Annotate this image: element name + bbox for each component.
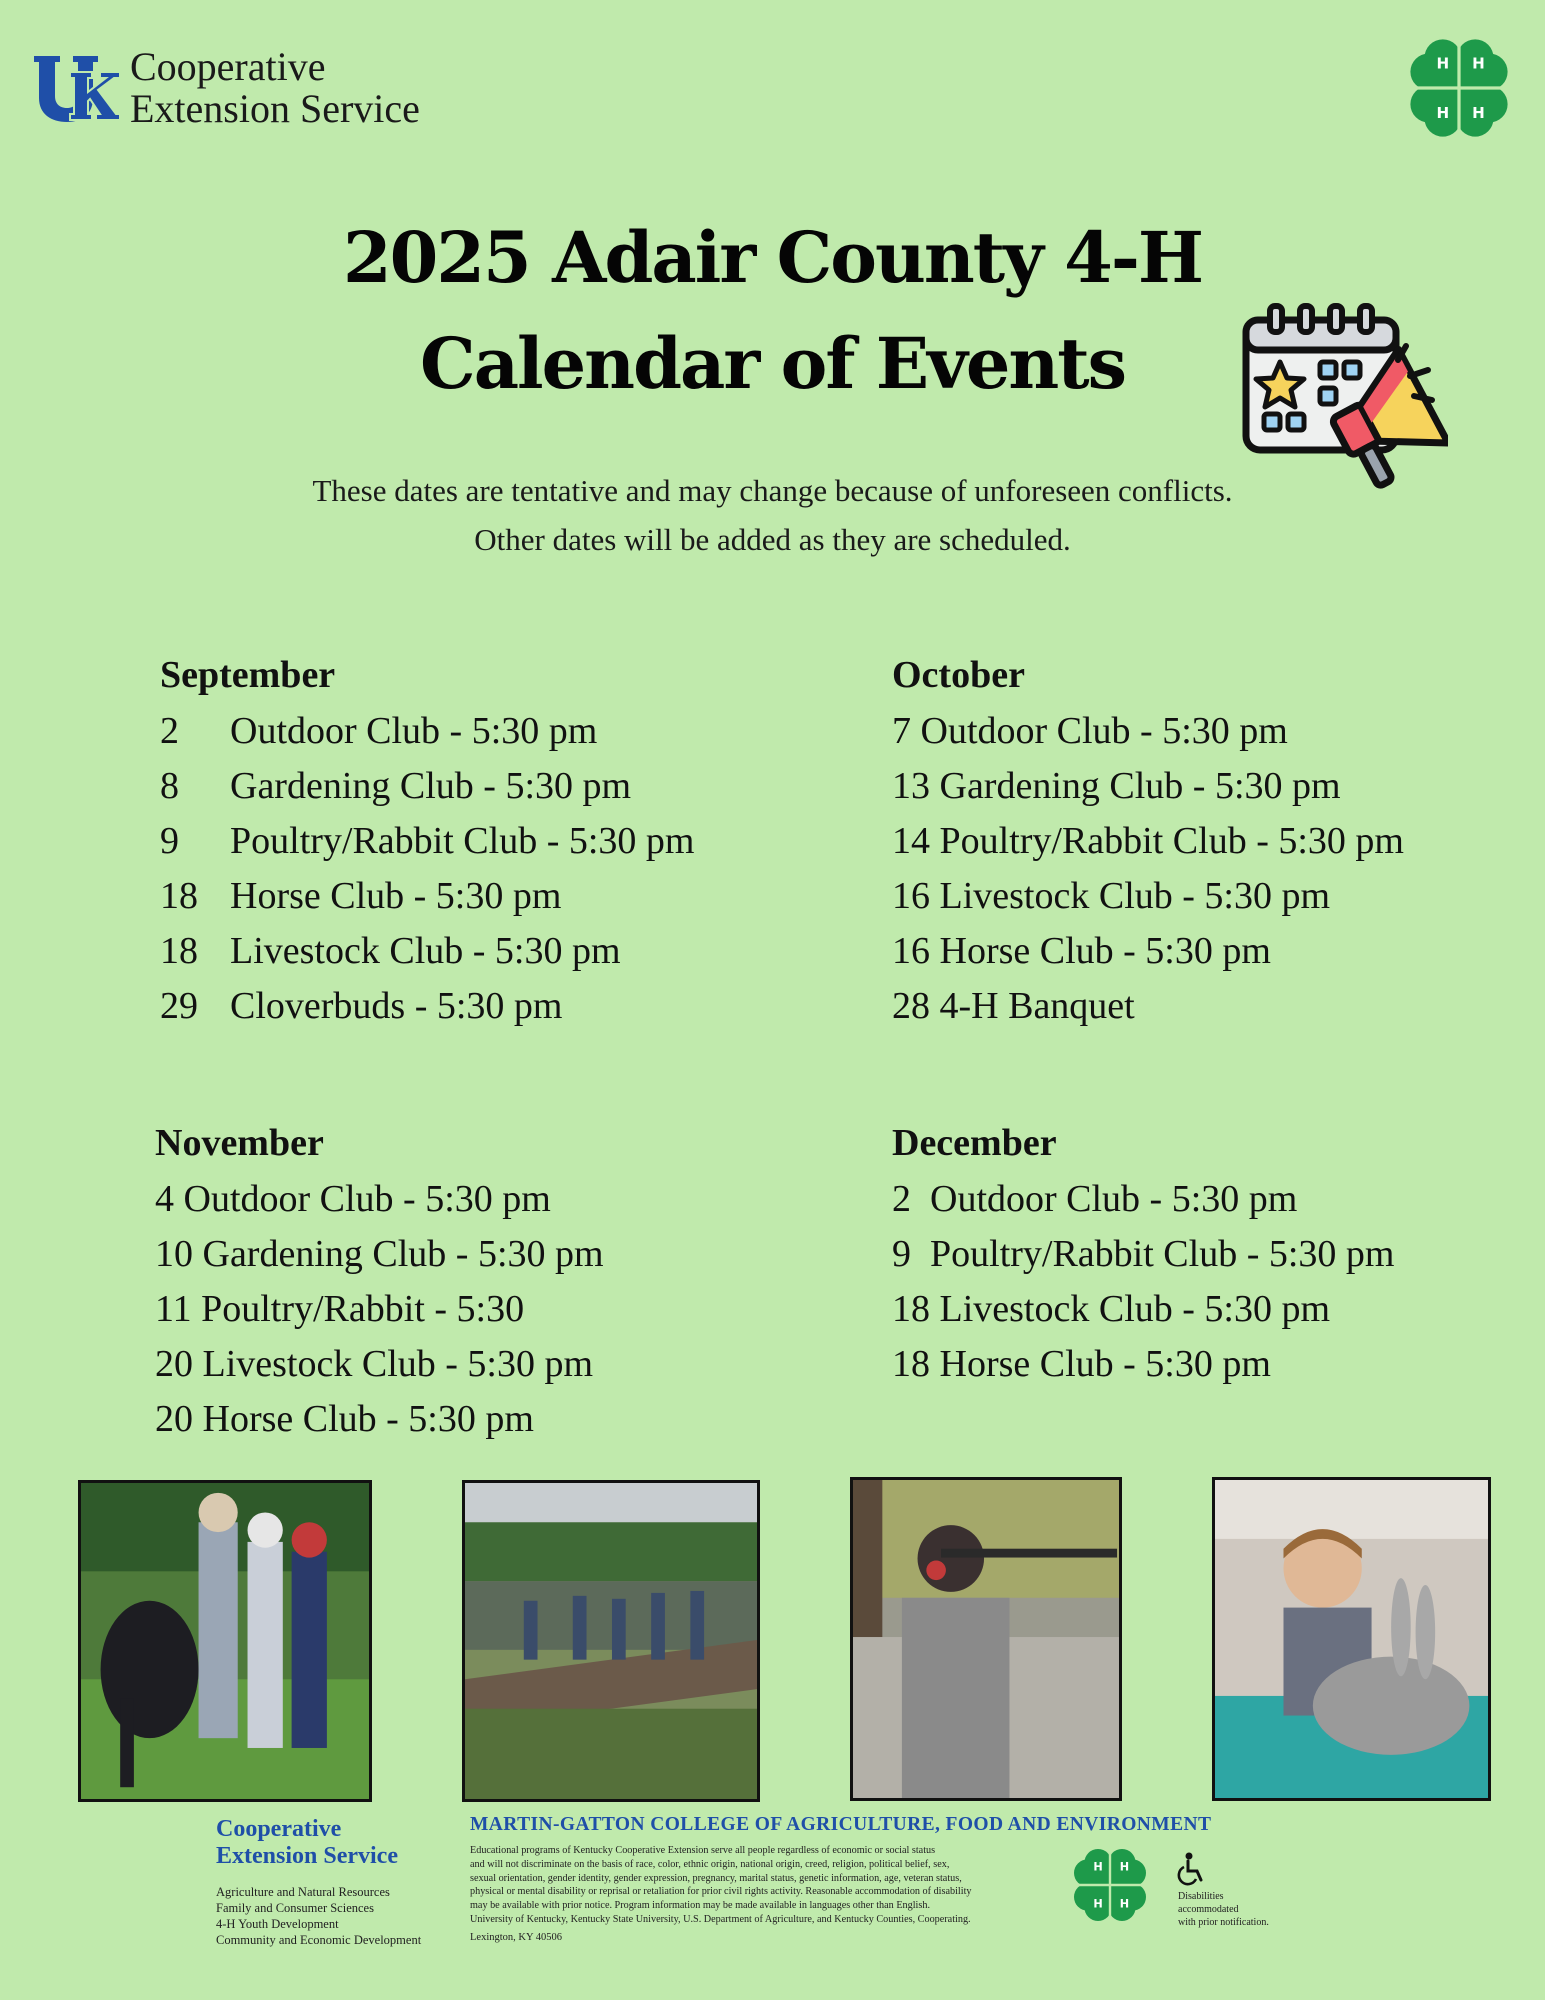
org-name (130, 46, 420, 130)
event-day: 13 (892, 765, 930, 807)
event-item (155, 1227, 604, 1282)
month-heading: December (892, 1122, 1057, 1164)
svg-text:H: H (1119, 1860, 1130, 1874)
svg-text:H: H (1093, 1897, 1103, 1911)
notice-line2: Other dates will be added as they are scheduled. (474, 522, 1071, 557)
event-item (892, 704, 1404, 759)
event-day: 7 (892, 710, 911, 752)
event-item (892, 869, 1404, 924)
event-item (160, 979, 694, 1034)
disclaimer-line: University of Kentucky, Kentucky State University, U.S. Department of Agriculture, and Kentucky Counties, Cooperating. (470, 1913, 971, 1925)
photo-horse-club (78, 1480, 372, 1802)
footer-unit: Family and Consumer Sciences (216, 1901, 374, 1915)
event-text: Cloverbuds - 5:30 pm (230, 985, 563, 1027)
disclaimer-line: physical or mental disability or reprisal or retaliation for prior civil rights activity. Reasonable accommodation of disability (470, 1886, 972, 1898)
title-line1: 2025 Adair County 4-H (342, 216, 1203, 299)
footer-org-line1: Cooperative (216, 1816, 342, 1842)
event-day: 2 (892, 1178, 911, 1220)
four-h-clover-icon (1405, 34, 1513, 142)
footer-disabilities (1178, 1890, 1269, 1929)
month-december (892, 1120, 1394, 1392)
uk-logo (30, 52, 120, 127)
event-day: 20 (155, 1343, 193, 1385)
event-item (155, 1392, 604, 1447)
event-day: 20 (155, 1398, 193, 1440)
event-day: 2 (160, 710, 179, 752)
event-text: Poultry/Rabbit Club - 5:30 pm (930, 1233, 1395, 1275)
event-text: Poultry/Rabbit Club - 5:30 pm (230, 820, 695, 862)
event-day: 29 (160, 985, 198, 1027)
footer-unit: 4-H Youth Development (216, 1917, 339, 1931)
disabilities-line: with prior notification. (1178, 1917, 1269, 1928)
disabilities-line: Disabilities (1178, 1891, 1224, 1902)
event-text: 4-H Banquet (939, 985, 1135, 1027)
disclaimer-line: Educational programs of Kentucky Cooperative Extension serve all people regardless of economic or social status (470, 1845, 936, 1856)
event-text: Poultry/Rabbit - 5:30 (201, 1288, 525, 1330)
event-day: 18 (160, 930, 198, 972)
event-text: Livestock Club - 5:30 pm (939, 1288, 1331, 1330)
event-text: Poultry/Rabbit Club - 5:30 pm (939, 820, 1404, 862)
event-day: 9 (892, 1233, 911, 1275)
svg-text:H: H (1436, 54, 1450, 73)
event-item (892, 979, 1404, 1034)
event-item (892, 814, 1404, 869)
photo-rabbit-club (1212, 1477, 1491, 1801)
footer-college: MARTIN-GATTON COLLEGE OF AGRICULTURE, FOOD AND ENVIRONMENT (470, 1814, 1212, 1835)
month-november (155, 1120, 604, 1447)
notice (0, 466, 1545, 564)
month-september (160, 652, 694, 1034)
disclaimer-line: sexual orientation, gender identity, gender expression, pregnancy, marital status, genetic information, age, veteran status, (470, 1872, 962, 1884)
event-text: Gardening Club - 5:30 pm (202, 1233, 604, 1275)
event-text: Horse Club - 5:30 pm (202, 1398, 534, 1440)
org-name-line1: Cooperative (130, 44, 326, 89)
svg-text:H: H (1472, 104, 1485, 123)
event-day: 8 (160, 765, 179, 807)
footer-org-name (216, 1816, 398, 1870)
event-item (155, 1282, 604, 1337)
event-text: Outdoor Club - 5:30 pm (920, 710, 1288, 752)
event-text: Outdoor Club - 5:30 pm (230, 710, 598, 752)
disclaimer-line: and will not discriminate on the basis of race, color, ethnic origin, national origin, creed, religion, political belief, sex, (470, 1858, 950, 1870)
event-item (160, 814, 694, 869)
month-heading: September (160, 654, 336, 696)
event-item (892, 759, 1404, 814)
event-day: 14 (892, 820, 930, 862)
event-text: Gardening Club - 5:30 pm (230, 765, 632, 807)
title-line2: Calendar of Events (419, 322, 1125, 405)
disabilities-line: accommodated (1178, 1904, 1239, 1915)
photo-shooting-sports (850, 1477, 1122, 1801)
event-text: Gardening Club - 5:30 pm (939, 765, 1341, 807)
svg-text:H: H (1472, 54, 1485, 73)
org-name-line2: Extension Service (130, 86, 420, 131)
event-day: 11 (155, 1288, 192, 1330)
event-day: 16 (892, 930, 930, 972)
event-item (160, 704, 694, 759)
notice-line1: These dates are tentative and may change because of unforeseen conflicts. (312, 473, 1233, 508)
photo-outdoor-club (462, 1480, 760, 1802)
footer-org-line2: Extension Service (216, 1843, 398, 1869)
event-item (155, 1172, 604, 1227)
event-text: Outdoor Club - 5:30 pm (183, 1178, 551, 1220)
event-day: 9 (160, 820, 179, 862)
footer-unit: Community and Economic Development (216, 1933, 422, 1947)
event-item (892, 1227, 1394, 1282)
event-item (155, 1337, 604, 1392)
event-item (892, 1337, 1394, 1392)
footer-disclaimer (470, 1844, 1060, 1927)
event-day: 18 (892, 1343, 930, 1385)
svg-text:H: H (1436, 104, 1450, 123)
event-text: Livestock Club - 5:30 pm (202, 1343, 594, 1385)
month-heading: October (892, 654, 1025, 696)
event-day: 28 (892, 985, 930, 1027)
event-day: 10 (155, 1233, 193, 1275)
event-item (160, 869, 694, 924)
disclaimer-line: may be available with prior notice. Program information may be made available in languages other than English. (470, 1900, 930, 1912)
svg-text:H: H (1119, 1897, 1130, 1911)
event-item (892, 1172, 1394, 1227)
event-item (892, 1282, 1394, 1337)
event-text: Livestock Club - 5:30 pm (230, 930, 621, 972)
event-day: 4 (155, 1178, 174, 1220)
month-heading: November (155, 1122, 324, 1164)
event-text: Horse Club - 5:30 pm (939, 1343, 1271, 1385)
event-text: Horse Club - 5:30 pm (230, 875, 562, 917)
four-h-clover-icon (1070, 1845, 1150, 1925)
event-text: Horse Club - 5:30 pm (939, 930, 1271, 972)
event-text: Outdoor Club - 5:30 pm (930, 1178, 1298, 1220)
footer-units (216, 1884, 421, 1948)
event-item (160, 759, 694, 814)
event-day: 16 (892, 875, 930, 917)
footer-unit: Agriculture and Natural Resources (216, 1885, 390, 1899)
event-day: 18 (160, 875, 198, 917)
svg-text:H: H (1093, 1860, 1103, 1874)
event-item (892, 924, 1404, 979)
event-text: Livestock Club - 5:30 pm (939, 875, 1331, 917)
footer-address: Lexington, KY 40506 (470, 1932, 563, 1943)
month-october (892, 652, 1404, 1034)
event-item (160, 924, 694, 979)
event-day: 18 (892, 1288, 930, 1330)
accessibility-icon (1176, 1852, 1208, 1886)
